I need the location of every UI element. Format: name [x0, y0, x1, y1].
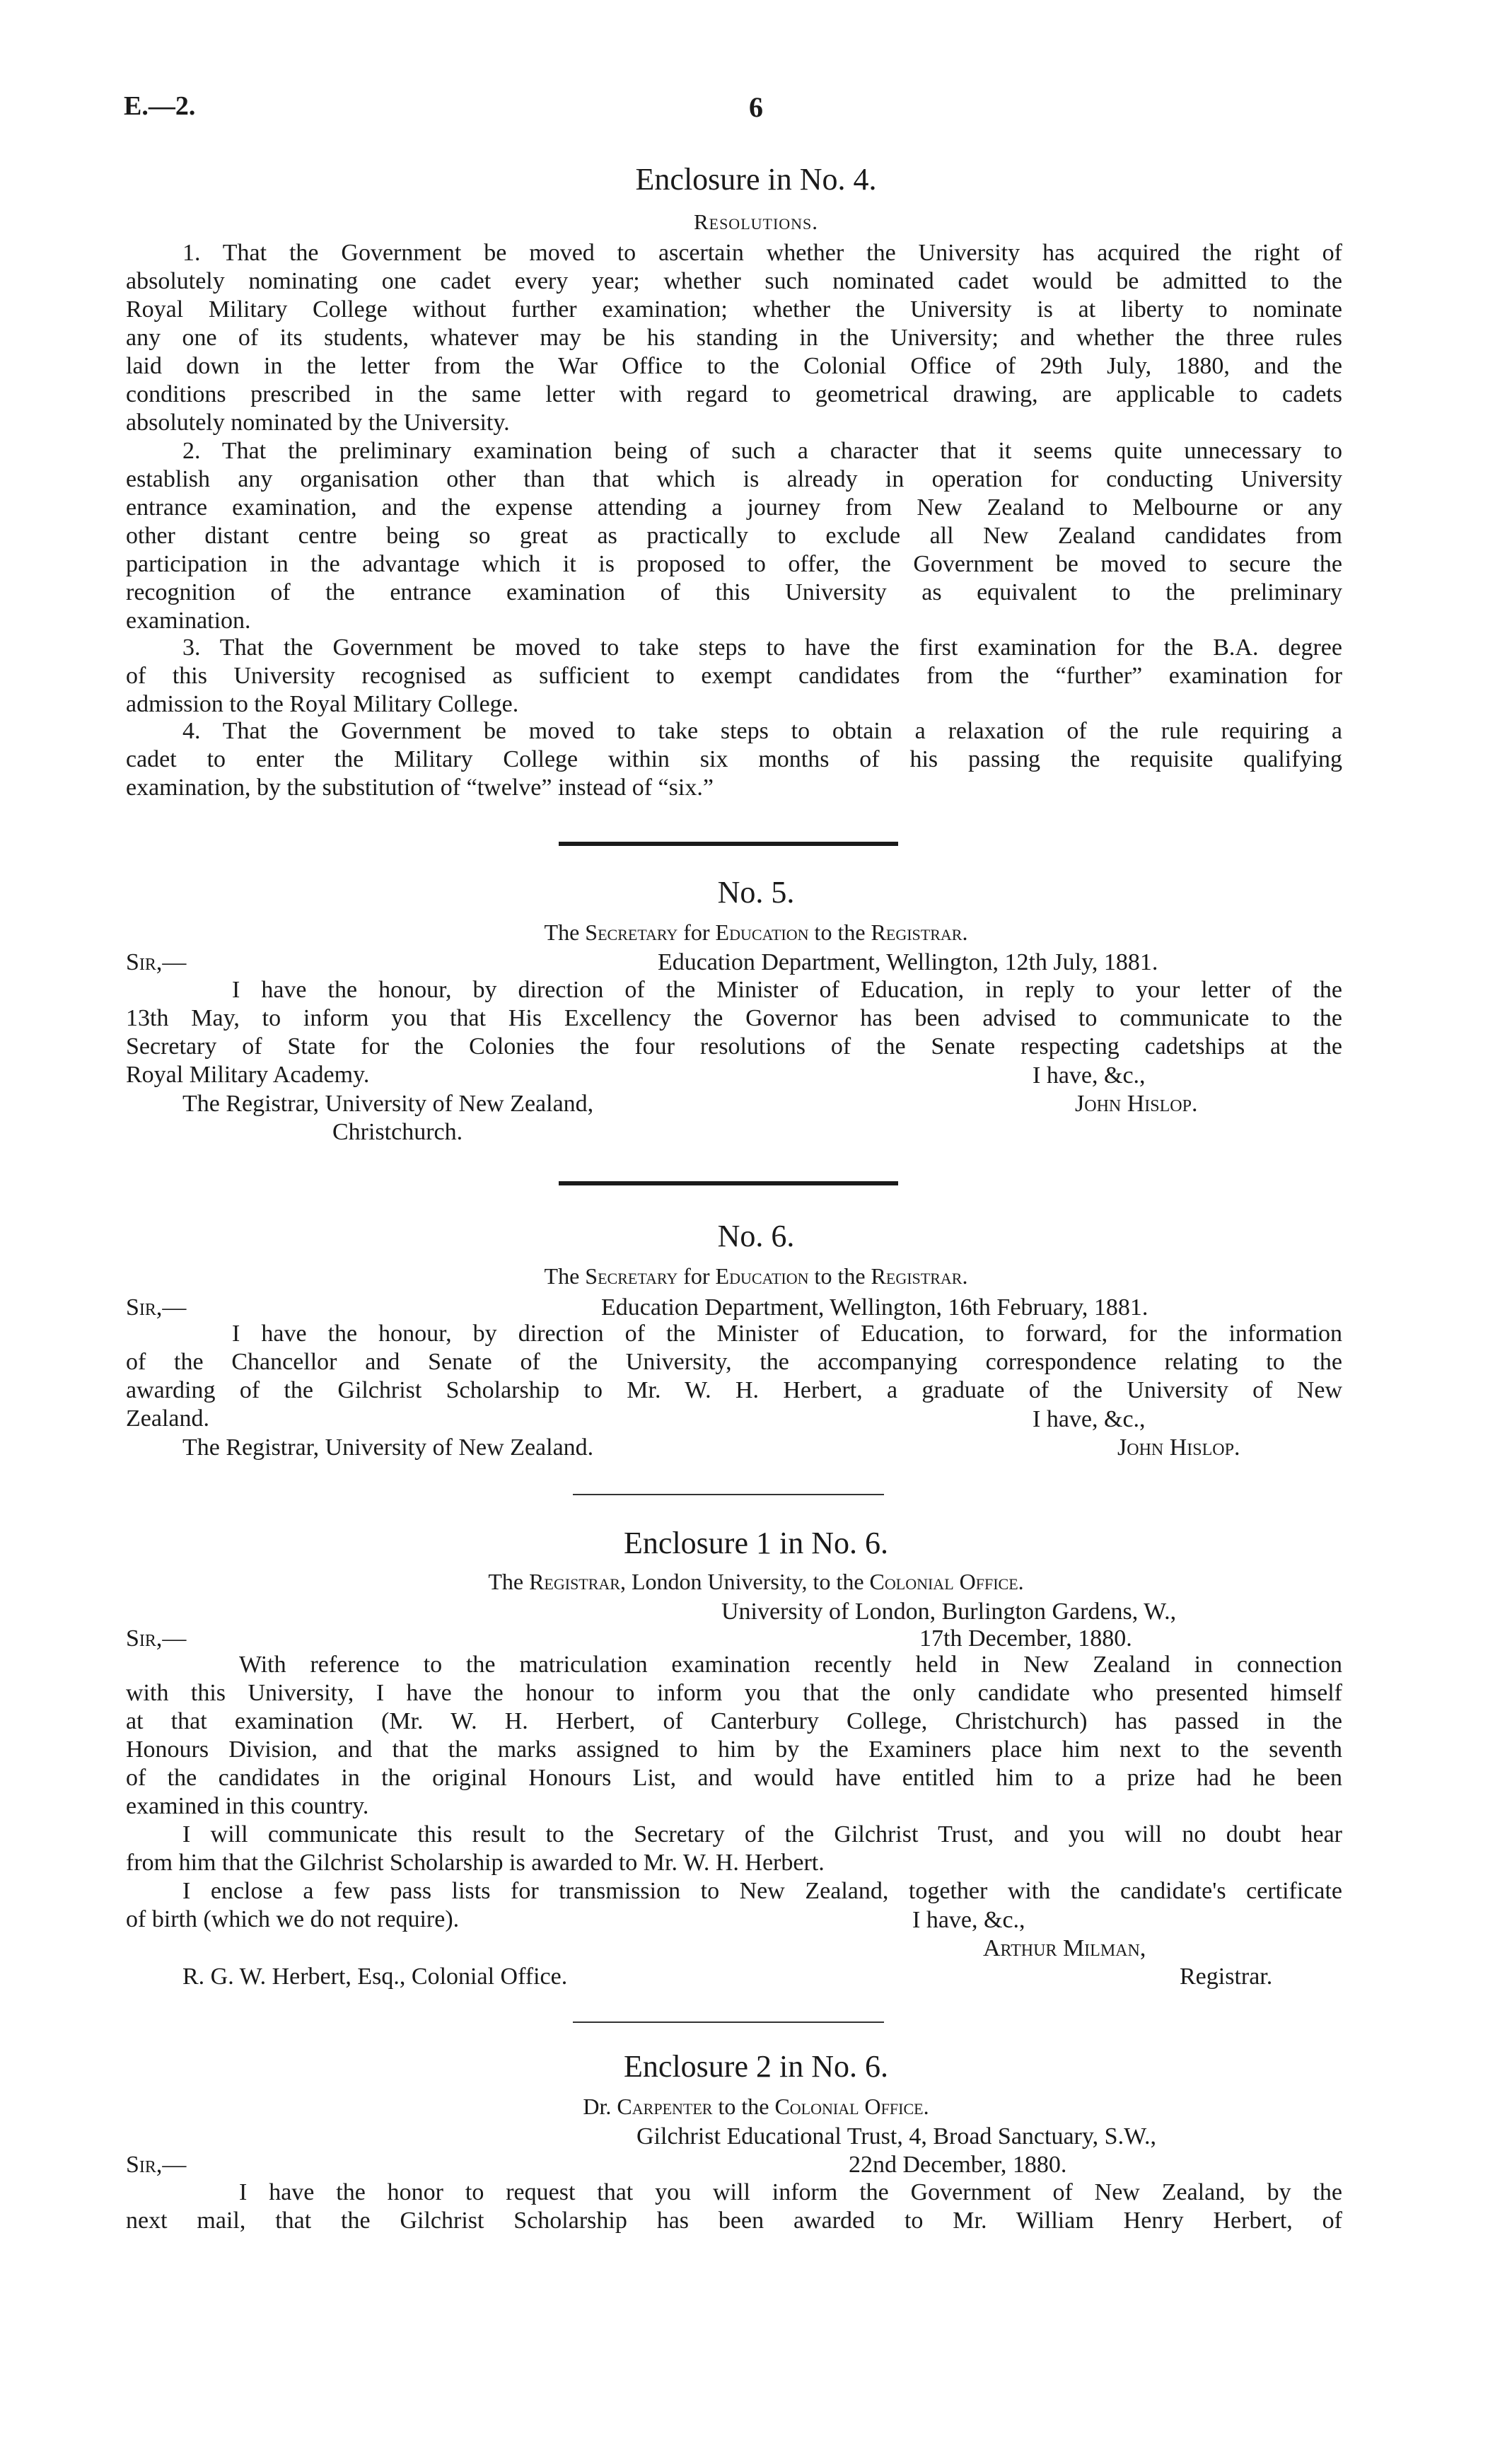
document-reference: E.—2.	[124, 91, 196, 121]
signature: Arthur Milman,	[983, 1935, 1146, 1961]
paragraph-line: entrance examination, and the expense attending a journey from New Zealand to Melbourne or any	[126, 494, 1342, 521]
section-title: Enclosure in No. 4.	[635, 162, 877, 197]
section-title: Enclosure 1 in No. 6.	[624, 1526, 888, 1560]
paragraph-line: laid down in the letter from the War Office to the Colonial Office of 29th July, 1880, and the	[126, 353, 1342, 379]
salutation: Sir,—	[126, 2152, 187, 2178]
paragraph-line: of this University recognised as sufficient to exempt candidates from the “further” examination for	[126, 663, 1342, 689]
letter-address: Education Department, Wellington, 16th February, 1881.	[601, 1294, 1148, 1321]
section-title: Enclosure 2 in No. 6.	[624, 2049, 888, 2084]
paragraph-line: 2. That the preliminary examination being of such a character that it seems quite unnecessary to	[182, 438, 1342, 464]
paragraph-line: With reference to the matriculation examination recently held in New Zealand in connection	[239, 1652, 1342, 1678]
paragraph-line: from him that the Gilchrist Scholarship is awarded to Mr. W. H. Herbert.	[126, 1850, 825, 1876]
paragraph-line: examination, by the substitution of “twelve” instead of “six.”	[126, 775, 714, 801]
paragraph-line: next mail, that the Gilchrist Scholarship has been awarded to Mr. William Henry Herbert, of	[126, 2208, 1342, 2234]
paragraph-line: absolutely nominating one cadet every year; whether such nominated cadet would be admitted to the	[126, 268, 1342, 294]
paragraph-line: I will communicate this result to the Secretary of the Gilchrist Trust, and you will no doubt hear	[182, 1821, 1342, 1847]
salutation: Sir,—	[126, 1294, 187, 1321]
section-divider	[573, 1494, 884, 1495]
paragraph-line: at that examination (Mr. W. H. Herbert, of Canterbury College, Christchurch) has passed in the	[126, 1708, 1342, 1734]
section-subtitle: The Registrar, London University, to the Colonial Office.	[488, 1569, 1024, 1594]
section-title: No. 6.	[717, 1219, 795, 1253]
paragraph-line: with this University, I have the honour to inform you that the only candidate who presented himself	[126, 1680, 1342, 1706]
paragraph-line: admission to the Royal Military College.	[126, 691, 519, 717]
paragraph-line: Zealand.	[126, 1405, 209, 1432]
signature: John Hislop.	[1075, 1091, 1198, 1117]
paragraph-line: examined in this country.	[126, 1793, 369, 1819]
recipient: R. G. W. Herbert, Esq., Colonial Office.	[182, 1963, 568, 1990]
paragraph-line: 3. That the Government be moved to take steps to have the first examination for the B.A. degree	[182, 634, 1342, 661]
paragraph-line: Royal Military Academy.	[126, 1062, 370, 1088]
letter-address: University of London, Burlington Gardens, W.,	[721, 1599, 1177, 1625]
paragraph-line: I have the honour, by direction of the Minister of Education, to forward, for the information	[232, 1321, 1342, 1347]
paragraph-line: other distant centre being so great as practically to exclude all New Zealand candidates from	[126, 523, 1342, 549]
paragraph-line: of birth (which we do not require).	[126, 1906, 460, 1932]
section-subtitle: The Secretary for Education to the Registrar.	[544, 920, 968, 945]
signature-title: Registrar.	[1180, 1963, 1273, 1990]
salutation: Sir,—	[126, 1625, 187, 1652]
paragraph-line: establish any organisation other than that which is already in operation for conducting University	[126, 466, 1342, 492]
letter-address: Education Department, Wellington, 12th July, 1881.	[658, 949, 1158, 975]
section-title: No. 5.	[717, 875, 795, 910]
section-divider	[559, 842, 898, 846]
paragraph-line: examination.	[126, 608, 251, 634]
signature: John Hislop.	[1117, 1434, 1240, 1461]
section-divider	[573, 2021, 884, 2023]
section-divider	[559, 1181, 898, 1185]
page-number: 6	[749, 91, 763, 123]
letter-date: 17th December, 1880.	[919, 1625, 1132, 1652]
paragraph-line: Honours Division, and that the marks assigned to him by the Examiners place him next to the seventh	[126, 1736, 1342, 1763]
closing: I have, &c.,	[1033, 1062, 1146, 1089]
paragraph-line: of the Chancellor and Senate of the University, the accompanying correspondence relating to the	[126, 1349, 1342, 1375]
paragraph-line: Royal Military College without further examination; whether the University is at liberty to nominate	[126, 296, 1342, 323]
paragraph-line: absolutely nominated by the University.	[126, 410, 510, 436]
paragraph-line: cadet to enter the Military College within six months of his passing the requisite qualifying	[126, 746, 1342, 772]
paragraph-line: conditions prescribed in the same letter with regard to geometrical drawing, are applicable to cadets	[126, 381, 1342, 407]
paragraph-line: 13th May, to inform you that His Excellency the Governor has been advised to communicate to the	[126, 1005, 1342, 1031]
paragraph-line: Secretary of State for the Colonies the four resolutions of the Senate respecting cadetships at the	[126, 1033, 1342, 1060]
paragraph-line: I enclose a few pass lists for transmission to New Zealand, together with the candidate's certificate	[182, 1878, 1342, 1904]
recipient: The Registrar, University of New Zealand.	[182, 1434, 594, 1461]
paragraph-line: participation in the advantage which it is proposed to offer, the Government be moved to secure the	[126, 551, 1342, 577]
recipient: The Registrar, University of New Zealand,	[182, 1091, 594, 1117]
paragraph-line: recognition of the entrance examination of this University as equivalent to the preliminary	[126, 579, 1342, 605]
closing: I have, &c.,	[912, 1907, 1025, 1933]
paragraph-line: any one of its students, whatever may be his standing in the University; and whether the three rules	[126, 325, 1342, 351]
paragraph-line: of the candidates in the original Honours List, and would have entitled him to a prize had he been	[126, 1765, 1342, 1791]
letter-date: 22nd December, 1880.	[849, 2152, 1067, 2178]
section-subtitle: Dr. Carpenter to the Colonial Office.	[583, 2094, 929, 2119]
paragraph-line: 1. That the Government be moved to ascertain whether the University has acquired the right of	[182, 240, 1342, 266]
paragraph-line: I have the honor to request that you will inform the Government of New Zealand, by the	[239, 2179, 1342, 2205]
section-subtitle: Resolutions.	[693, 209, 819, 234]
paragraph-line: 4. That the Government be moved to take steps to obtain a relaxation of the rule requiring a	[182, 718, 1342, 744]
paragraph-line: I have the honour, by direction of the Minister of Education, in reply to your letter of the	[232, 977, 1342, 1003]
section-subtitle: The Secretary for Education to the Registrar.	[544, 1263, 968, 1289]
paragraph-line: awarding of the Gilchrist Scholarship to Mr. W. H. Herbert, a graduate of the University of New	[126, 1377, 1342, 1403]
recipient-city: Christchurch.	[332, 1119, 463, 1145]
salutation: Sir,—	[126, 949, 187, 975]
letter-address: Gilchrist Educational Trust, 4, Broad Sanctuary, S.W.,	[636, 2123, 1157, 2150]
closing: I have, &c.,	[1033, 1406, 1146, 1432]
